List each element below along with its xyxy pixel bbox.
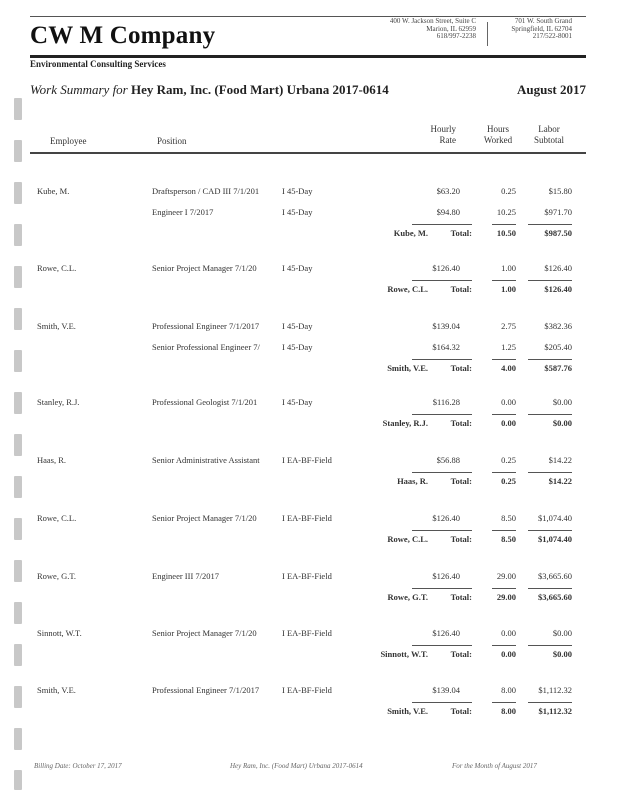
total-subtotal: $987.50 (544, 228, 572, 238)
header-rule (30, 152, 586, 154)
subtotal-total-rule (528, 530, 572, 531)
hourly-rate: $63.20 (436, 186, 460, 196)
employee-name: Rowe, C.L. (37, 263, 77, 273)
labor-subtotal: $205.40 (544, 342, 572, 352)
hourly-rate: $164.32 (432, 342, 460, 352)
total-label: Total: (450, 284, 472, 294)
employee-name: Kube, M. (37, 186, 70, 196)
title-prefix: Work Summary for (30, 82, 128, 97)
total-rule (412, 702, 472, 703)
hours-worked: 29.00 (496, 571, 516, 581)
hours-worked: 0.00 (501, 397, 516, 407)
hourly-rate: $139.04 (432, 685, 460, 695)
employee-name: Sinnott, W.T. (37, 628, 82, 638)
col-labor-line: Labor (538, 124, 560, 134)
total-hours: 29.00 (496, 592, 516, 602)
position-title: Professional Geologist 7/1/201 (152, 397, 258, 407)
total-rule (412, 224, 472, 225)
total-label: Total: (450, 363, 472, 373)
hours-total-rule (492, 359, 516, 360)
col-labor (528, 124, 570, 146)
total-hours: 0.00 (501, 418, 516, 428)
hours-total-rule (492, 530, 516, 531)
total-rule (412, 359, 472, 360)
total-label: Total: (450, 534, 472, 544)
hourly-rate: $139.04 (432, 321, 460, 331)
position-title: Professional Engineer 7/1/2017 (152, 685, 260, 695)
labor-subtotal: $15.80 (548, 186, 572, 196)
company-name: CW M Company (30, 22, 216, 49)
total-hours: 8.00 (501, 706, 516, 716)
hours-total-rule (492, 280, 516, 281)
position-title: Senior Project Manager 7/1/20 (152, 628, 257, 638)
employee-name: Stanley, R.J. (37, 397, 80, 407)
hours-worked: 0.25 (501, 186, 516, 196)
col-employee: Employee (50, 136, 87, 146)
task-code: I 45-Day (282, 186, 313, 196)
hours-worked: 2.75 (501, 321, 516, 331)
report-month: August 2017 (517, 82, 586, 97)
col-labor-line: Subtotal (533, 135, 564, 145)
total-hours: 8.50 (501, 534, 516, 544)
total-label: Total: (450, 418, 472, 428)
header-bar (30, 55, 586, 58)
task-code: I EA-BF-Field (282, 513, 332, 523)
position-title: Senior Project Manager 7/1/20 (152, 513, 257, 523)
total-subtotal: $0.00 (552, 649, 572, 659)
hourly-rate: $126.40 (432, 263, 460, 273)
position-title: Senior Professional Engineer 7/ (152, 342, 260, 352)
position-title: Engineer I 7/2017 (152, 207, 214, 217)
subtotal-total-rule (528, 645, 572, 646)
position-title: Professional Engineer 7/1/2017 (152, 321, 260, 331)
task-code: I 45-Day (282, 397, 313, 407)
hours-total-rule (492, 588, 516, 589)
task-code: I EA-BF-Field (282, 455, 332, 465)
employee-name: Rowe, C.L. (37, 513, 77, 523)
task-code: I 45-Day (282, 263, 313, 273)
address-line: 217/522-8001 (532, 32, 572, 40)
labor-subtotal: $0.00 (552, 628, 572, 638)
position-title: Senior Administrative Assistant (152, 455, 260, 465)
total-subtotal: $14.22 (548, 476, 572, 486)
hours-worked: 0.25 (501, 455, 516, 465)
total-name: Kube, M. (393, 228, 428, 238)
footer-period: For the Month of August 2017 (452, 762, 537, 770)
col-position: Position (157, 136, 187, 146)
total-rule (412, 588, 472, 589)
labor-subtotal: $126.40 (544, 263, 572, 273)
hourly-rate: $126.40 (432, 513, 460, 523)
subtotal-total-rule (528, 280, 572, 281)
hours-worked: 10.25 (496, 207, 516, 217)
total-label: Total: (450, 592, 472, 602)
task-code: I 45-Day (282, 207, 313, 217)
col-rate (412, 124, 456, 146)
total-rule (412, 645, 472, 646)
position-title: Engineer III 7/2017 (152, 571, 220, 581)
total-name: Rowe, C.L. (387, 284, 428, 294)
labor-subtotal: $0.00 (552, 397, 572, 407)
total-name: Smith, V.E. (387, 706, 428, 716)
col-rate-line: Rate (439, 135, 456, 145)
total-label: Total: (450, 706, 472, 716)
subtotal-total-rule (528, 359, 572, 360)
total-rule (412, 530, 472, 531)
total-name: Rowe, G.T. (387, 592, 428, 602)
hourly-rate: $56.88 (436, 455, 460, 465)
address-line: Springfield, IL 62704 (511, 24, 572, 33)
total-hours: 0.00 (501, 649, 516, 659)
hourly-rate: $116.28 (432, 397, 460, 407)
footer-billing-date: Billing Date: October 17, 2017 (34, 762, 122, 770)
report-title (30, 82, 389, 98)
company-subtitle: Environmental Consulting Services (30, 59, 166, 69)
col-hours-line: Hours (487, 124, 509, 134)
total-name: Smith, V.E. (387, 363, 428, 373)
address-line: 400 W. Jackson Street, Suite C (389, 17, 476, 25)
total-rule (412, 414, 472, 415)
address-marion (372, 18, 476, 41)
task-code: I EA-BF-Field (282, 571, 332, 581)
address-line: 701 W. South Grand (514, 17, 572, 25)
labor-subtotal: $1,074.40 (538, 513, 572, 523)
hourly-rate: $126.40 (432, 571, 460, 581)
labor-subtotal: $382.36 (544, 321, 572, 331)
hours-worked: 8.50 (501, 513, 516, 523)
total-hours: 10.50 (496, 228, 516, 238)
title-main: Hey Ram, Inc. (Food Mart) Urbana 2017-0614 (131, 82, 389, 97)
labor-subtotal: $1,112.32 (538, 685, 572, 695)
total-subtotal: $3,665.60 (538, 592, 572, 602)
total-name: Haas, R. (397, 476, 428, 486)
subtotal-total-rule (528, 702, 572, 703)
employee-name: Haas, R. (37, 455, 67, 465)
total-subtotal: $0.00 (552, 418, 572, 428)
hours-total-rule (492, 645, 516, 646)
footer-project: Hey Ram, Inc. (Food Mart) Urbana 2017-0614 (230, 762, 363, 770)
address-divider (487, 22, 488, 46)
total-label: Total: (450, 649, 472, 659)
total-rule (412, 472, 472, 473)
total-name: Stanley, R.J. (382, 418, 428, 428)
total-subtotal: $1,112.32 (538, 706, 572, 716)
subtotal-total-rule (528, 414, 572, 415)
labor-subtotal: $971.70 (544, 207, 572, 217)
hourly-rate: $94.80 (436, 207, 460, 217)
position-title: Draftsperson / CAD III 7/1/201 (152, 186, 260, 196)
address-line: Marion, IL 62959 (426, 24, 476, 33)
total-hours: 1.00 (501, 284, 516, 294)
hours-total-rule (492, 224, 516, 225)
total-label: Total: (450, 228, 472, 238)
hours-total-rule (492, 702, 516, 703)
hours-worked: 0.00 (501, 628, 516, 638)
header-top-rule (30, 16, 586, 17)
employee-name: Smith, V.E. (37, 685, 76, 695)
subtotal-total-rule (528, 588, 572, 589)
task-code: I 45-Day (282, 342, 313, 352)
task-code: I EA-BF-Field (282, 685, 332, 695)
hours-worked: 1.00 (501, 263, 516, 273)
total-label: Total: (450, 476, 472, 486)
hours-total-rule (492, 472, 516, 473)
hours-worked: 1.25 (501, 342, 516, 352)
total-hours: 4.00 (501, 363, 516, 373)
col-hours-line: Worked (483, 135, 513, 145)
employee-name: Smith, V.E. (37, 321, 76, 331)
total-rule (412, 280, 472, 281)
hours-worked: 8.00 (501, 685, 516, 695)
subtotal-total-rule (528, 472, 572, 473)
col-hours (478, 124, 518, 146)
total-name: Rowe, C.L. (387, 534, 428, 544)
total-subtotal: $587.76 (544, 363, 572, 373)
total-subtotal: $126.40 (544, 284, 572, 294)
col-rate-line: Hourly (430, 124, 456, 134)
task-code: I 45-Day (282, 321, 313, 331)
address-springfield (490, 18, 572, 41)
hourly-rate: $126.40 (432, 628, 460, 638)
hours-total-rule (492, 414, 516, 415)
employee-name: Rowe, G.T. (37, 571, 77, 581)
task-code: I EA-BF-Field (282, 628, 332, 638)
position-title: Senior Project Manager 7/1/20 (152, 263, 257, 273)
labor-subtotal: $14.22 (548, 455, 572, 465)
address-line: 618/997-2238 (436, 32, 476, 40)
total-name: Sinnott, W.T. (380, 649, 428, 659)
subtotal-total-rule (528, 224, 572, 225)
labor-subtotal: $3,665.60 (538, 571, 572, 581)
total-subtotal: $1,074.40 (538, 534, 572, 544)
total-hours: 0.25 (501, 476, 516, 486)
